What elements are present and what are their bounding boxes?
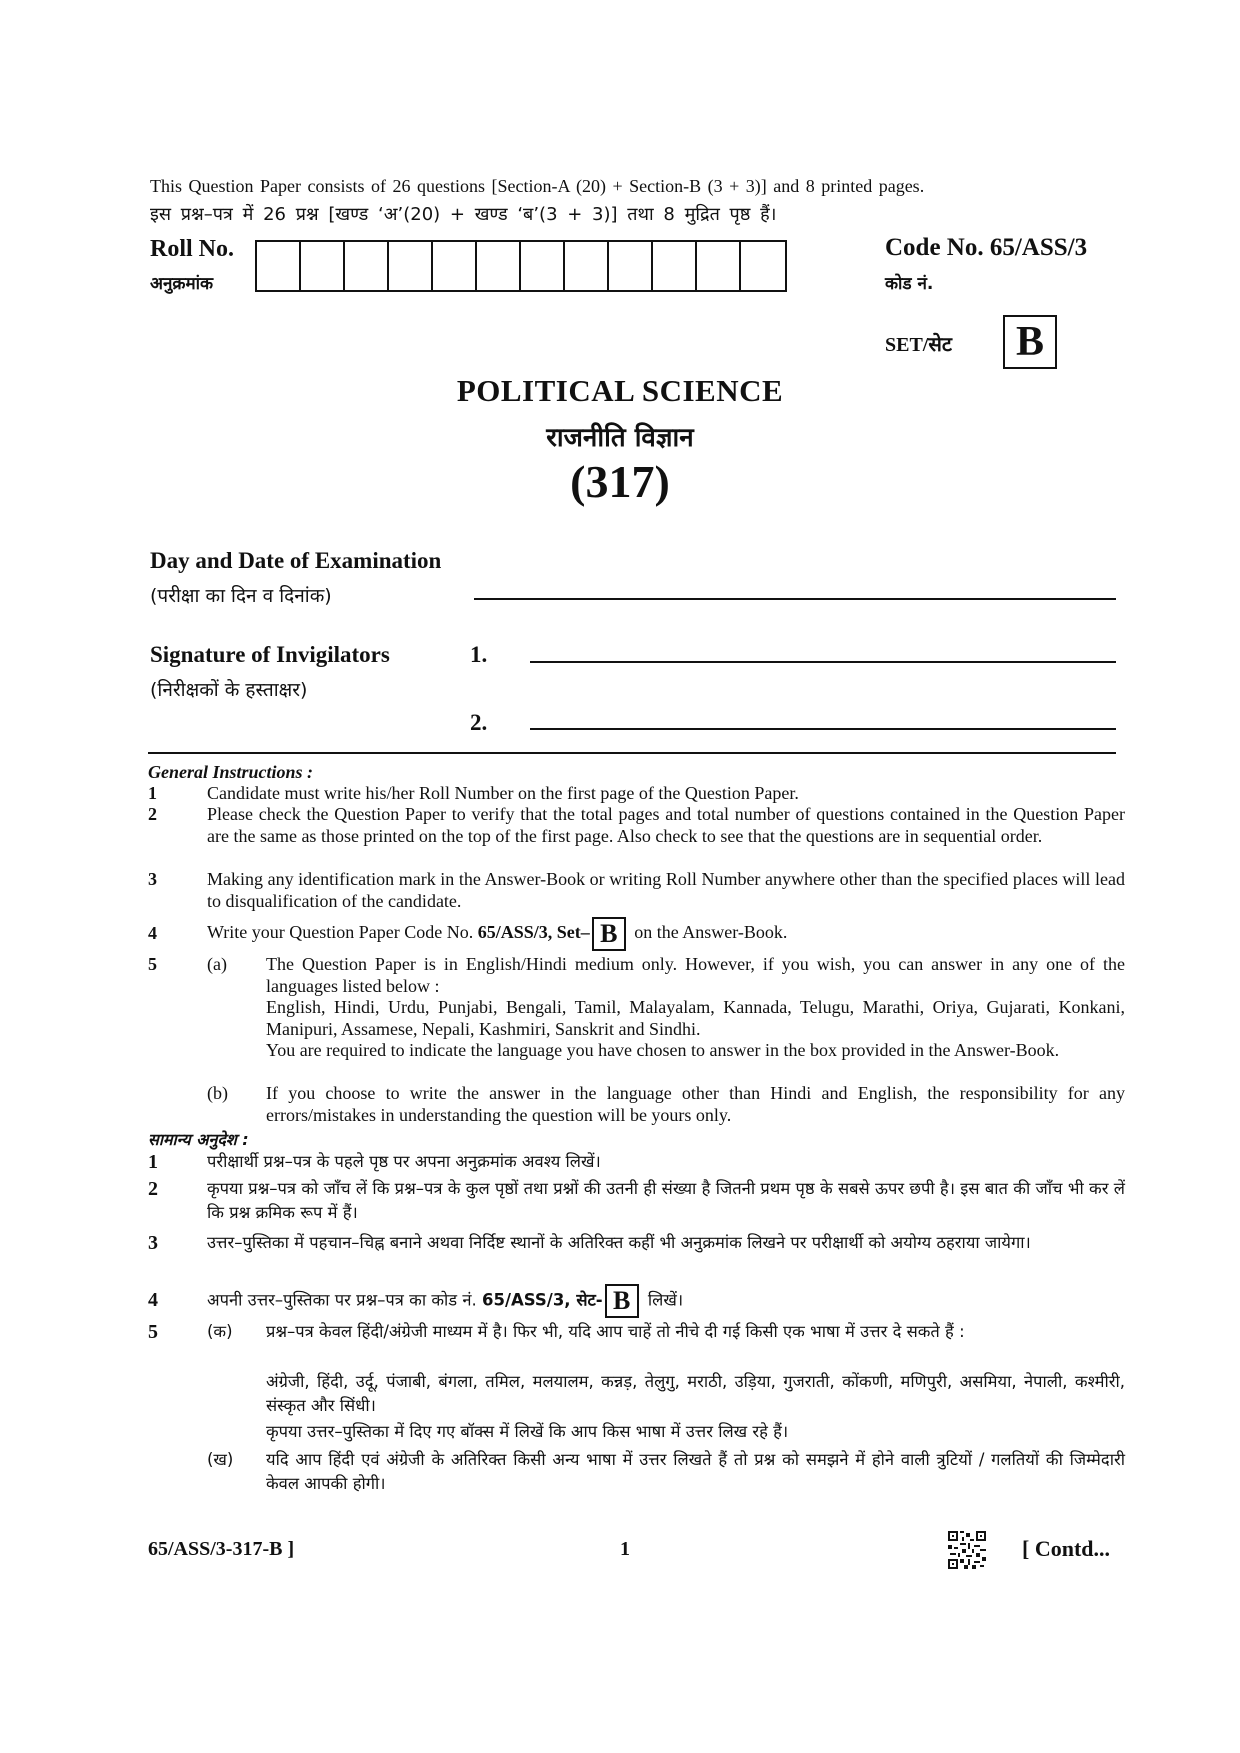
roll-number-cell[interactable]	[257, 242, 301, 290]
instruction-2-number: 2	[148, 804, 157, 824]
instruction-3: Making any identification mark in the Answer-Book or writing Roll Number anywhere other than the specified places will lead to disqualification of the candidate.	[207, 869, 1125, 911]
instruction-hi-4-suffix: लिखें।	[642, 1290, 684, 1310]
signature-1-line[interactable]	[530, 661, 1116, 663]
instruction-hi-2-number: 2	[148, 1178, 158, 1200]
instruction-4-text: Write your Question Paper Code No.	[207, 922, 478, 943]
subject-code: (317)	[570, 456, 670, 507]
instruction-hi-5a-label: (क)	[207, 1322, 233, 1341]
roll-number-cell[interactable]	[477, 242, 521, 290]
paper-summary-hi: इस प्रश्न–पत्र में 26 प्रश्न [खण्ड ‘अ’(20) + खण्ड ‘ब’(3 + 3)] तथा 8 मुद्रित पृष्ठ हैं।	[150, 204, 777, 225]
roll-number-cell[interactable]	[345, 242, 389, 290]
general-instructions-hi	[0, 1150, 1240, 1520]
instruction-5a-label: (a)	[207, 954, 227, 974]
roll-number-cell[interactable]	[741, 242, 785, 290]
roll-number-cell[interactable]	[521, 242, 565, 290]
instruction-5a-para-1: The Question Paper is in English/Hindi medium only. However, if you wish, you can answer in any one of the languages listed below :	[266, 954, 1125, 996]
invigilator-signature-label: Signature of Invigilators	[150, 642, 390, 667]
instruction-hi-5-number: 5	[148, 1321, 158, 1343]
instruction-hi-5a-para-2: अंग्रेजी, हिंदी, उर्दू, पंजाबी, बंगला, तमिल, मलयालम, कन्नड़, तेलुगु, मराठी, उड़िया, गुजराती, कोंकणी, मणिपुरी, असमिया, नेपाली, कश्मीरी, संस्कृत और सिंधी।	[266, 1372, 1125, 1415]
roll-number-label-hi: अनुक्रमांक	[150, 274, 214, 294]
instruction-1: Candidate must write his/her Roll Number on the first page of the Question Paper.	[207, 783, 799, 803]
instruction-hi-5b: यदि आप हिंदी एवं अंग्रेजी के अतिरिक्त किसी अन्य भाषा में उत्तर लिखते हैं तो प्रश्न को समझने में होने वाली त्रुटियों / गलतियों की जिम्मेदारी केवल आपकी होगी।	[266, 1450, 1125, 1493]
roll-number-boxes[interactable]	[255, 240, 787, 292]
roll-number-cell[interactable]	[433, 242, 477, 290]
instruction-hi-4-code: 65/ASS/3, सेट-	[482, 1290, 603, 1310]
code-number-label-hi: कोड नं.	[885, 274, 934, 294]
instruction-4-code: 65/ASS/3, Set–	[477, 922, 590, 943]
qr-code-icon	[948, 1531, 986, 1569]
roll-number-cell[interactable]	[653, 242, 697, 290]
roll-number-cell[interactable]	[609, 242, 653, 290]
instruction-2: Please check the Question Paper to verify that the total pages and total number of questions contained in the Question Paper are the same as those printed on the top of the first page. Also check to see that the questions are in sequential order.	[207, 804, 1125, 846]
set-box: B	[1003, 315, 1057, 369]
roll-number-cell[interactable]	[301, 242, 345, 290]
instruction-4-suffix: on the Answer-Book.	[629, 922, 788, 943]
instruction-5b: If you choose to write the answer in the language other than Hindi and English, the responsibility for any errors/mistakes in understanding the question will be yours only.	[266, 1083, 1125, 1125]
instruction-hi-3-number: 3	[148, 1232, 158, 1254]
signature-2-line[interactable]	[530, 728, 1116, 730]
instruction-hi-3: उत्तर–पुस्तिका में पहचान–चिह्न बनाने अथवा निर्दिष्ट स्थानों के अतिरिक्त कहीं भी अनुक्रमांक लिखने पर परीक्षार्थी को अयोग्य ठहराया जायेगा।	[207, 1233, 1031, 1252]
instruction-hi-4-number: 4	[148, 1289, 158, 1311]
signature-1-number: 1.	[470, 642, 488, 667]
general-instructions-heading: General Instructions :	[148, 762, 314, 782]
subject-title: POLITICAL SCIENCE	[456, 373, 784, 408]
instruction-hi-4-set-box: B	[605, 1284, 639, 1318]
set-label: SET/सेट	[885, 334, 952, 356]
instruction-hi-2: कृपया प्रश्न–पत्र को जाँच लें कि प्रश्न–पत्र के कुल पृष्ठों तथा प्रश्नों की उतनी ही संख्या है जितनी प्रथम पृष्ठ के सबसे ऊपर छपी है। इस बात की जाँच भी कर लें कि प्रश्न क्रमिक रूप में हैं।	[207, 1179, 1125, 1222]
general-instructions-heading-hi: सामान्य अनुदेश :	[148, 1130, 249, 1149]
instruction-3-number: 3	[148, 869, 157, 889]
instruction-hi-5a-para-3: कृपया उत्तर–पुस्तिका में दिए गए बॉक्स में लिखें कि आप किस भाषा में उत्तर लिख रहे हैं।	[266, 1422, 789, 1441]
instruction-5a-para-2: English, Hindi, Urdu, Punjabi, Bengali, Tamil, Malayalam, Kannada, Telugu, Marathi, Oriya, Gujarati, Konkani, Manipuri, Assamese, Nepali, Kashmiri, Sanskrit and Sindhi.	[266, 997, 1125, 1039]
general-instructions-en	[0, 783, 1240, 1123]
code-number-label: Code No. 65/ASS/3	[885, 234, 1088, 261]
roll-number-cell[interactable]	[565, 242, 609, 290]
footer-paper-code: 65/ASS/3-317-B ]	[148, 1538, 295, 1560]
instruction-4-set-box: B	[592, 917, 626, 951]
instruction-hi-5b-label: (ख)	[207, 1450, 234, 1469]
exam-date-line[interactable]	[474, 598, 1116, 600]
exam-date-label-hi: (परीक्षा का दिन व दिनांक)	[150, 585, 332, 607]
instruction-1-number: 1	[148, 783, 157, 803]
continued-label: [ Contd...	[1022, 1536, 1111, 1561]
instruction-hi-1: परीक्षार्थी प्रश्न–पत्र के पहले पृष्ठ पर अपना अनुक्रमांक अवश्य लिखें।	[207, 1152, 601, 1171]
roll-number-cell[interactable]	[697, 242, 741, 290]
instruction-5a-para-3: You are required to indicate the language you have chosen to answer in the box provided in the Answer-Book.	[266, 1040, 1060, 1060]
exam-date-label: Day and Date of Examination	[150, 548, 442, 573]
instruction-5b-label: (b)	[207, 1083, 228, 1103]
paper-summary-en: This Question Paper consists of 26 questions [Section-A (20) + Section-B (3 + 3)] and 8 printed pages.	[150, 176, 925, 196]
instruction-hi-4-text: अपनी उत्तर–पुस्तिका पर प्रश्न–पत्र का कोड नं.	[207, 1290, 483, 1310]
instruction-hi-4	[207, 1284, 1125, 1318]
page-number: 1	[620, 1538, 630, 1560]
instruction-5-number: 5	[148, 954, 157, 974]
instruction-hi-1-number: 1	[148, 1151, 158, 1173]
invigilator-signature-label-hi: (निरीक्षकों के हस्ताक्षर)	[150, 679, 308, 701]
subject-title-hi: राजनीति विज्ञान	[546, 423, 694, 453]
section-divider	[148, 752, 1116, 754]
instruction-4-number: 4	[148, 923, 157, 943]
instruction-hi-5a-para-1: प्रश्न–पत्र केवल हिंदी/अंग्रेजी माध्यम में है। फिर भी, यदि आप चाहें तो नीचे दी गई किसी एक भाषा में उत्तर दे सकते हैं :	[266, 1322, 965, 1341]
roll-number-label: Roll No.	[150, 236, 234, 262]
signature-2-number: 2.	[470, 710, 488, 735]
instruction-4	[207, 917, 1125, 951]
roll-number-cell[interactable]	[389, 242, 433, 290]
